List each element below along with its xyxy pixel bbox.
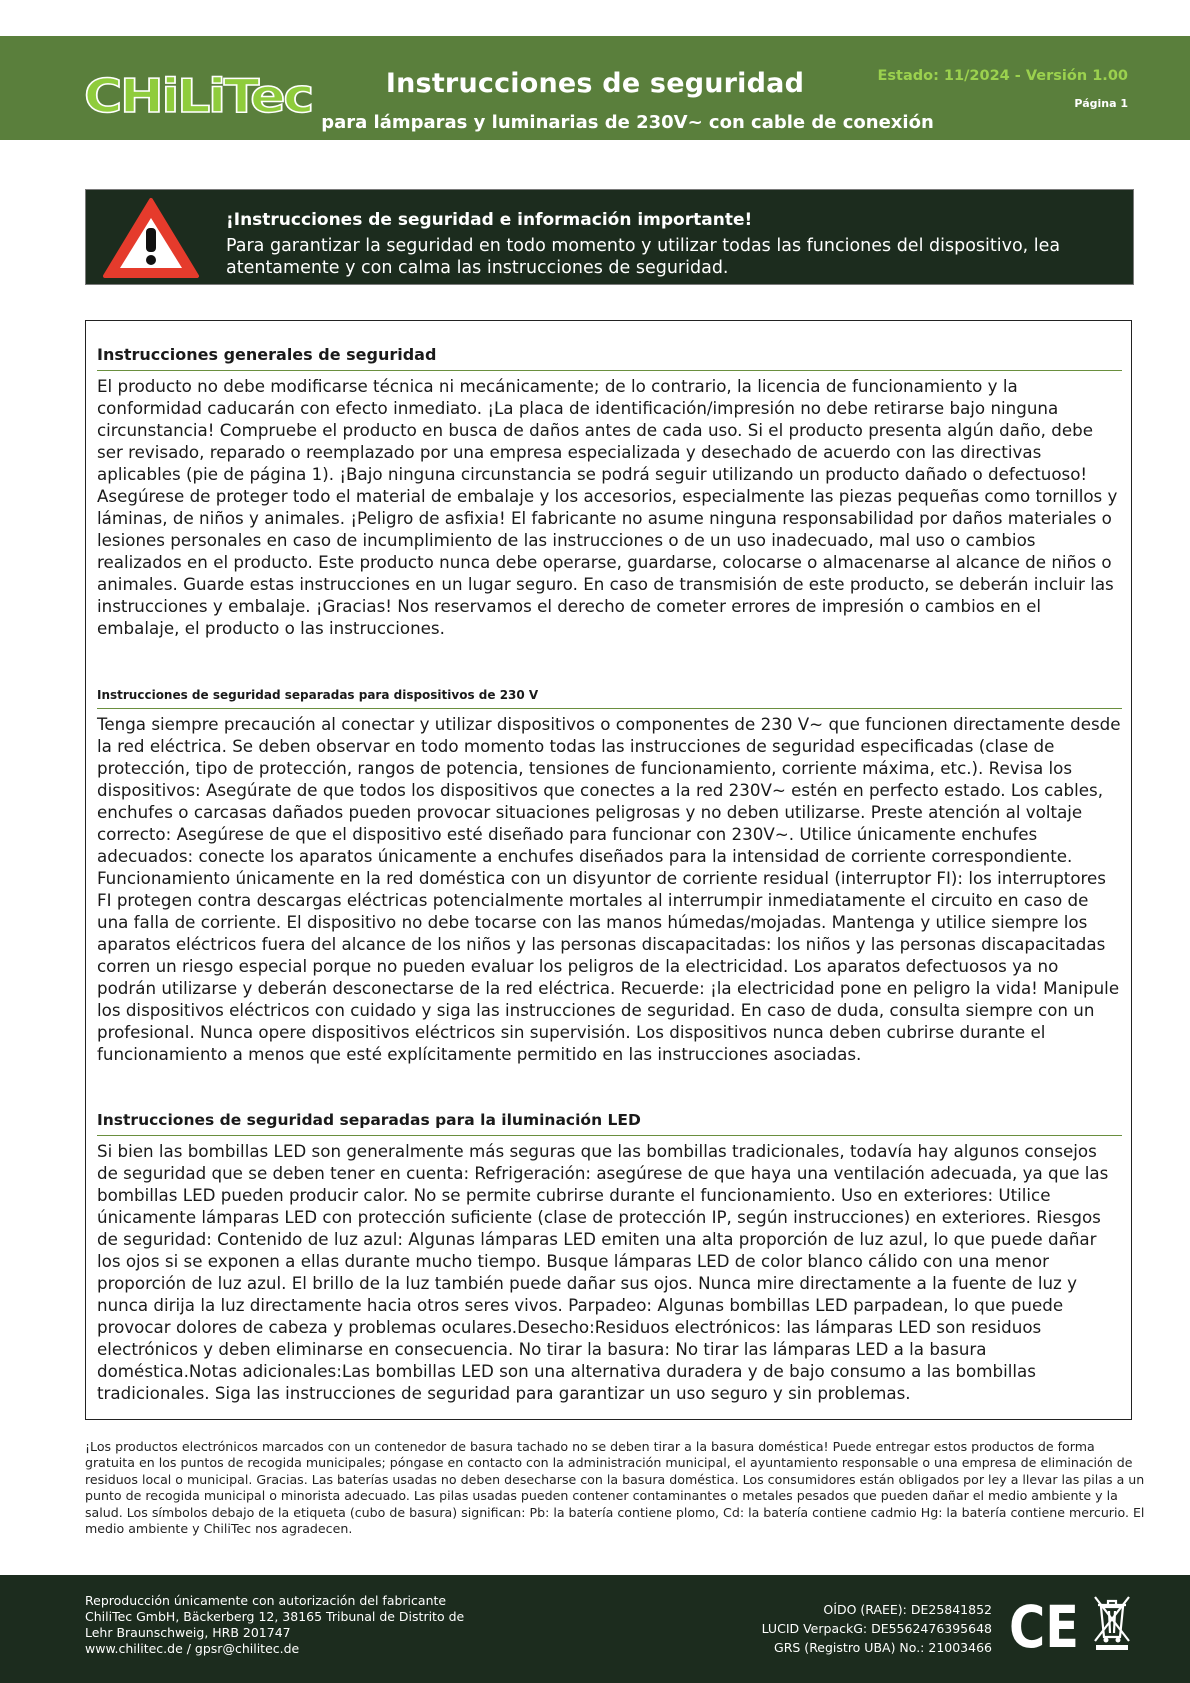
ce-mark-icon	[1008, 1593, 1080, 1661]
section-title: Instrucciones generales de seguridad	[97, 345, 1122, 371]
svg-text:CE: CE	[1009, 1593, 1079, 1661]
warning-triangle-icon	[102, 196, 200, 280]
footer-line: OÍDO (RAEE): DE25841852	[823, 1602, 992, 1617]
registration-info	[762, 1600, 992, 1657]
crossed-bin-icon	[1092, 1593, 1132, 1651]
safety-instructions-box	[85, 320, 1132, 1420]
manufacturer-info	[85, 1593, 464, 1657]
footer-line: Lehr Braunschweig, HRB 201747	[85, 1625, 291, 1640]
important-notice-box	[85, 189, 1134, 285]
disposal-footnote: ¡Los productos electrónicos marcados con un contenedor de basura tachado no se deben tirar a la basura doméstica! Puede entregar estos productos de forma gratuita en los puntos de recogida municipales; póngase en contacto con la administración municipal, el ayuntamiento responsable o una empresa de eliminación de residuos local o municipal. Gracias. Las baterías usadas no deben desecharse con la basura doméstica. Los consumidores están obligados por ley a llevar las pilas a un punto de recogida municipal o minorista adecuado. Las pilas usadas pueden contener contaminantes o metales pesados que pueden dañar el medio ambiente y la salud. Los símbolos debajo de la etiqueta (cubo de basura) significan: Pb: la batería contiene plomo, Cd: la batería contiene cadmio Hg: la batería contiene mercurio. El medio ambiente y ChiliTec nos agradecen.	[85, 1439, 1145, 1537]
notice-text: Para garantizar la seguridad en todo momento y utilizar todas las funciones del dispositivo, lea atentamente y con calma las instrucciones de seguridad.	[226, 236, 1061, 278]
svg-text:CHiLiTec: CHiLiTec	[84, 69, 312, 123]
section-title: Instrucciones de seguridad separadas para dispositivos de 230 V	[97, 688, 1122, 709]
header-bar	[0, 36, 1190, 140]
page-number: Página 1	[1074, 97, 1128, 110]
section-led	[97, 1111, 1122, 1404]
footer-line: GRS (Registro UBA) No.: 21003466	[774, 1640, 992, 1655]
section-body: Tenga siempre precaución al conectar y utilizar dispositivos o componentes de 230 V~ que funcionen directamente desde la red eléctrica. Se deben observar en todo momento todas las instrucciones de seguridad especificadas (clase de protección, tipo de protección, rangos de potencia, tensiones de funcionamiento, corriente máxima, etc.). Revisa los dispositivos: Asegúrate de que todos los dispositivos que conectes a la red 230V~ estén en perfecto estado. Los cables, enchufes o carcasas dañados pueden provocar situaciones peligrosas y no deben utilizarse. Preste atención al voltaje correcto: Asegúrese de que el dispositivo esté diseñado para funcionar con 230V~. Utilice únicamente enchufes adecuados: conecte los aparatos únicamente a enchufes diseñados para la intensidad de corriente correspondiente. Funcionamiento únicamente en la red doméstica con un disyuntor de corriente residual (interruptor FI): los interruptores FI protegen contra descargas eléctricas potencialmente mortales al interrumpir inmediatamente el circuito en caso de una falla de corriente. El dispositivo no debe tocarse con las manos húmedas/mojadas. Mantenga y utilice siempre los aparatos eléctricos fuera del alcance de los niños y las personas discapacitadas: los niños y las personas discapacitadas corren un riesgo especial porque no pueden evaluar los peligros de la electricidad. Los aparatos defectuosos ya no podrán utilizarse y deberán desconectarse de la red eléctrica. Recuerde: ¡la electricidad pone en peligro la vida! Manipule los dispositivos eléctricos con cuidado y siga las instrucciones de seguridad. En caso de duda, consulta siempre con un profesional. Nunca opere dispositivos eléctricos sin supervisión. Los dispositivos nunca deben cubrirse durante el funcionamiento a menos que esté explícitamente permitido en las instrucciones asociadas.	[97, 714, 1121, 1064]
document-subtitle: para lámparas y luminarias de 230V~ con cable de conexión	[321, 112, 934, 133]
notice-title: ¡Instrucciones de seguridad e información importante!	[226, 210, 753, 230]
section-body: Si bien las bombillas LED son generalmente más seguras que las bombillas tradicionales, todavía hay algunos consejos de seguridad que se deben tener en cuenta: Refrigeración: asegúrese de que haya una ventilación adecuada, ya que las bombillas LED pueden producir calor. No se permite cubrirse durante el funcionamiento. Uso en exteriores: Utilice únicamente lámparas LED con protección suficiente (clase de protección IP, según instrucciones) en exteriores. Riesgos de seguridad: Contenido de luz azul: Algunas lámparas LED emiten una alta proporción de luz azul, lo que puede dañar los ojos si se exponen a ellas durante mucho tiempo. Busque lámparas LED de color blanco cálido con una menor proporción de luz azul. El brillo de la luz también puede dañar sus ojos. Nunca mire directamente a la fuente de luz y nunca dirija la luz directamente hacia otros seres vivos. Parpadeo: Algunas bombillas LED parpadean, lo que puede provocar dolores de cabeza y problemas oculares.Desecho:Residuos electrónicos: las lámparas LED son residuos electrónicos y deben eliminarse en consecuencia. No tirar la basura: No tirar las lámparas LED a la basura doméstica.Notas adicionales:Las bombillas LED son una alternativa duradera y de bajo consumo a las bombillas tradicionales. Siga las instrucciones de seguridad para garantizar un uso seguro y sin problemas.	[97, 1141, 1109, 1403]
footer-link[interactable]: www.chilitec.de / gpsr@chilitec.de	[85, 1641, 300, 1656]
footer-line: Reproducción únicamente con autorización del fabricante	[85, 1593, 447, 1608]
footer-bar	[0, 1575, 1190, 1683]
section-general	[97, 345, 1122, 639]
section-230v	[97, 688, 1122, 1065]
section-title: Instrucciones de seguridad separadas para la iluminación LED	[97, 1111, 1122, 1136]
footer-line: ChiliTec GmbH, Bäckerberg 12, 38165 Tribunal de Distrito de	[85, 1609, 465, 1624]
version-status: Estado: 11/2024 - Versión 1.00	[877, 68, 1128, 84]
footer-line: LUCID VerpackG: DE5562476395648	[761, 1621, 992, 1636]
section-body: El producto no debe modificarse técnica ni mecánicamente; de lo contrario, la licencia de funcionamiento y la conformidad caducarán con efecto inmediato. ¡La placa de identificación/impresión no debe retirarse bajo ninguna circunstancia! Compruebe el producto en busca de daños antes de cada uso. Si el producto presenta algún daño, debe ser revisado, reparado o reemplazado por una empresa especializada y desechado de acuerdo con las directivas aplicables (pie de página 1). ¡Bajo ninguna circunstancia se podrá seguir utilizando un producto dañado o defectuoso! Asegúrese de proteger todo el material de embalaje y los accesorios, especialmente las piezas pequeñas como tornillos y láminas, de niños y animales. ¡Peligro de asfixia! El fabricante no asume ninguna responsabilidad por daños materiales o lesiones personales en caso de incumplimiento de las instrucciones o de un uso inadecuado, mal uso o cambios realizados en el producto. Este producto nunca debe operarse, guardarse, colocarse o almacenarse al alcance de niños o animales. Guarde estas instrucciones en un lugar seguro. En caso de transmisión de este producto, se deberán incluir las instrucciones y embalaje. ¡Gracias! Nos reservamos el derecho de cometer errores de impresión o cambios en el embalaje, el producto o las instrucciones.	[97, 376, 1118, 638]
chilitec-logo	[84, 69, 314, 123]
document-title: Instrucciones de seguridad	[385, 68, 805, 99]
